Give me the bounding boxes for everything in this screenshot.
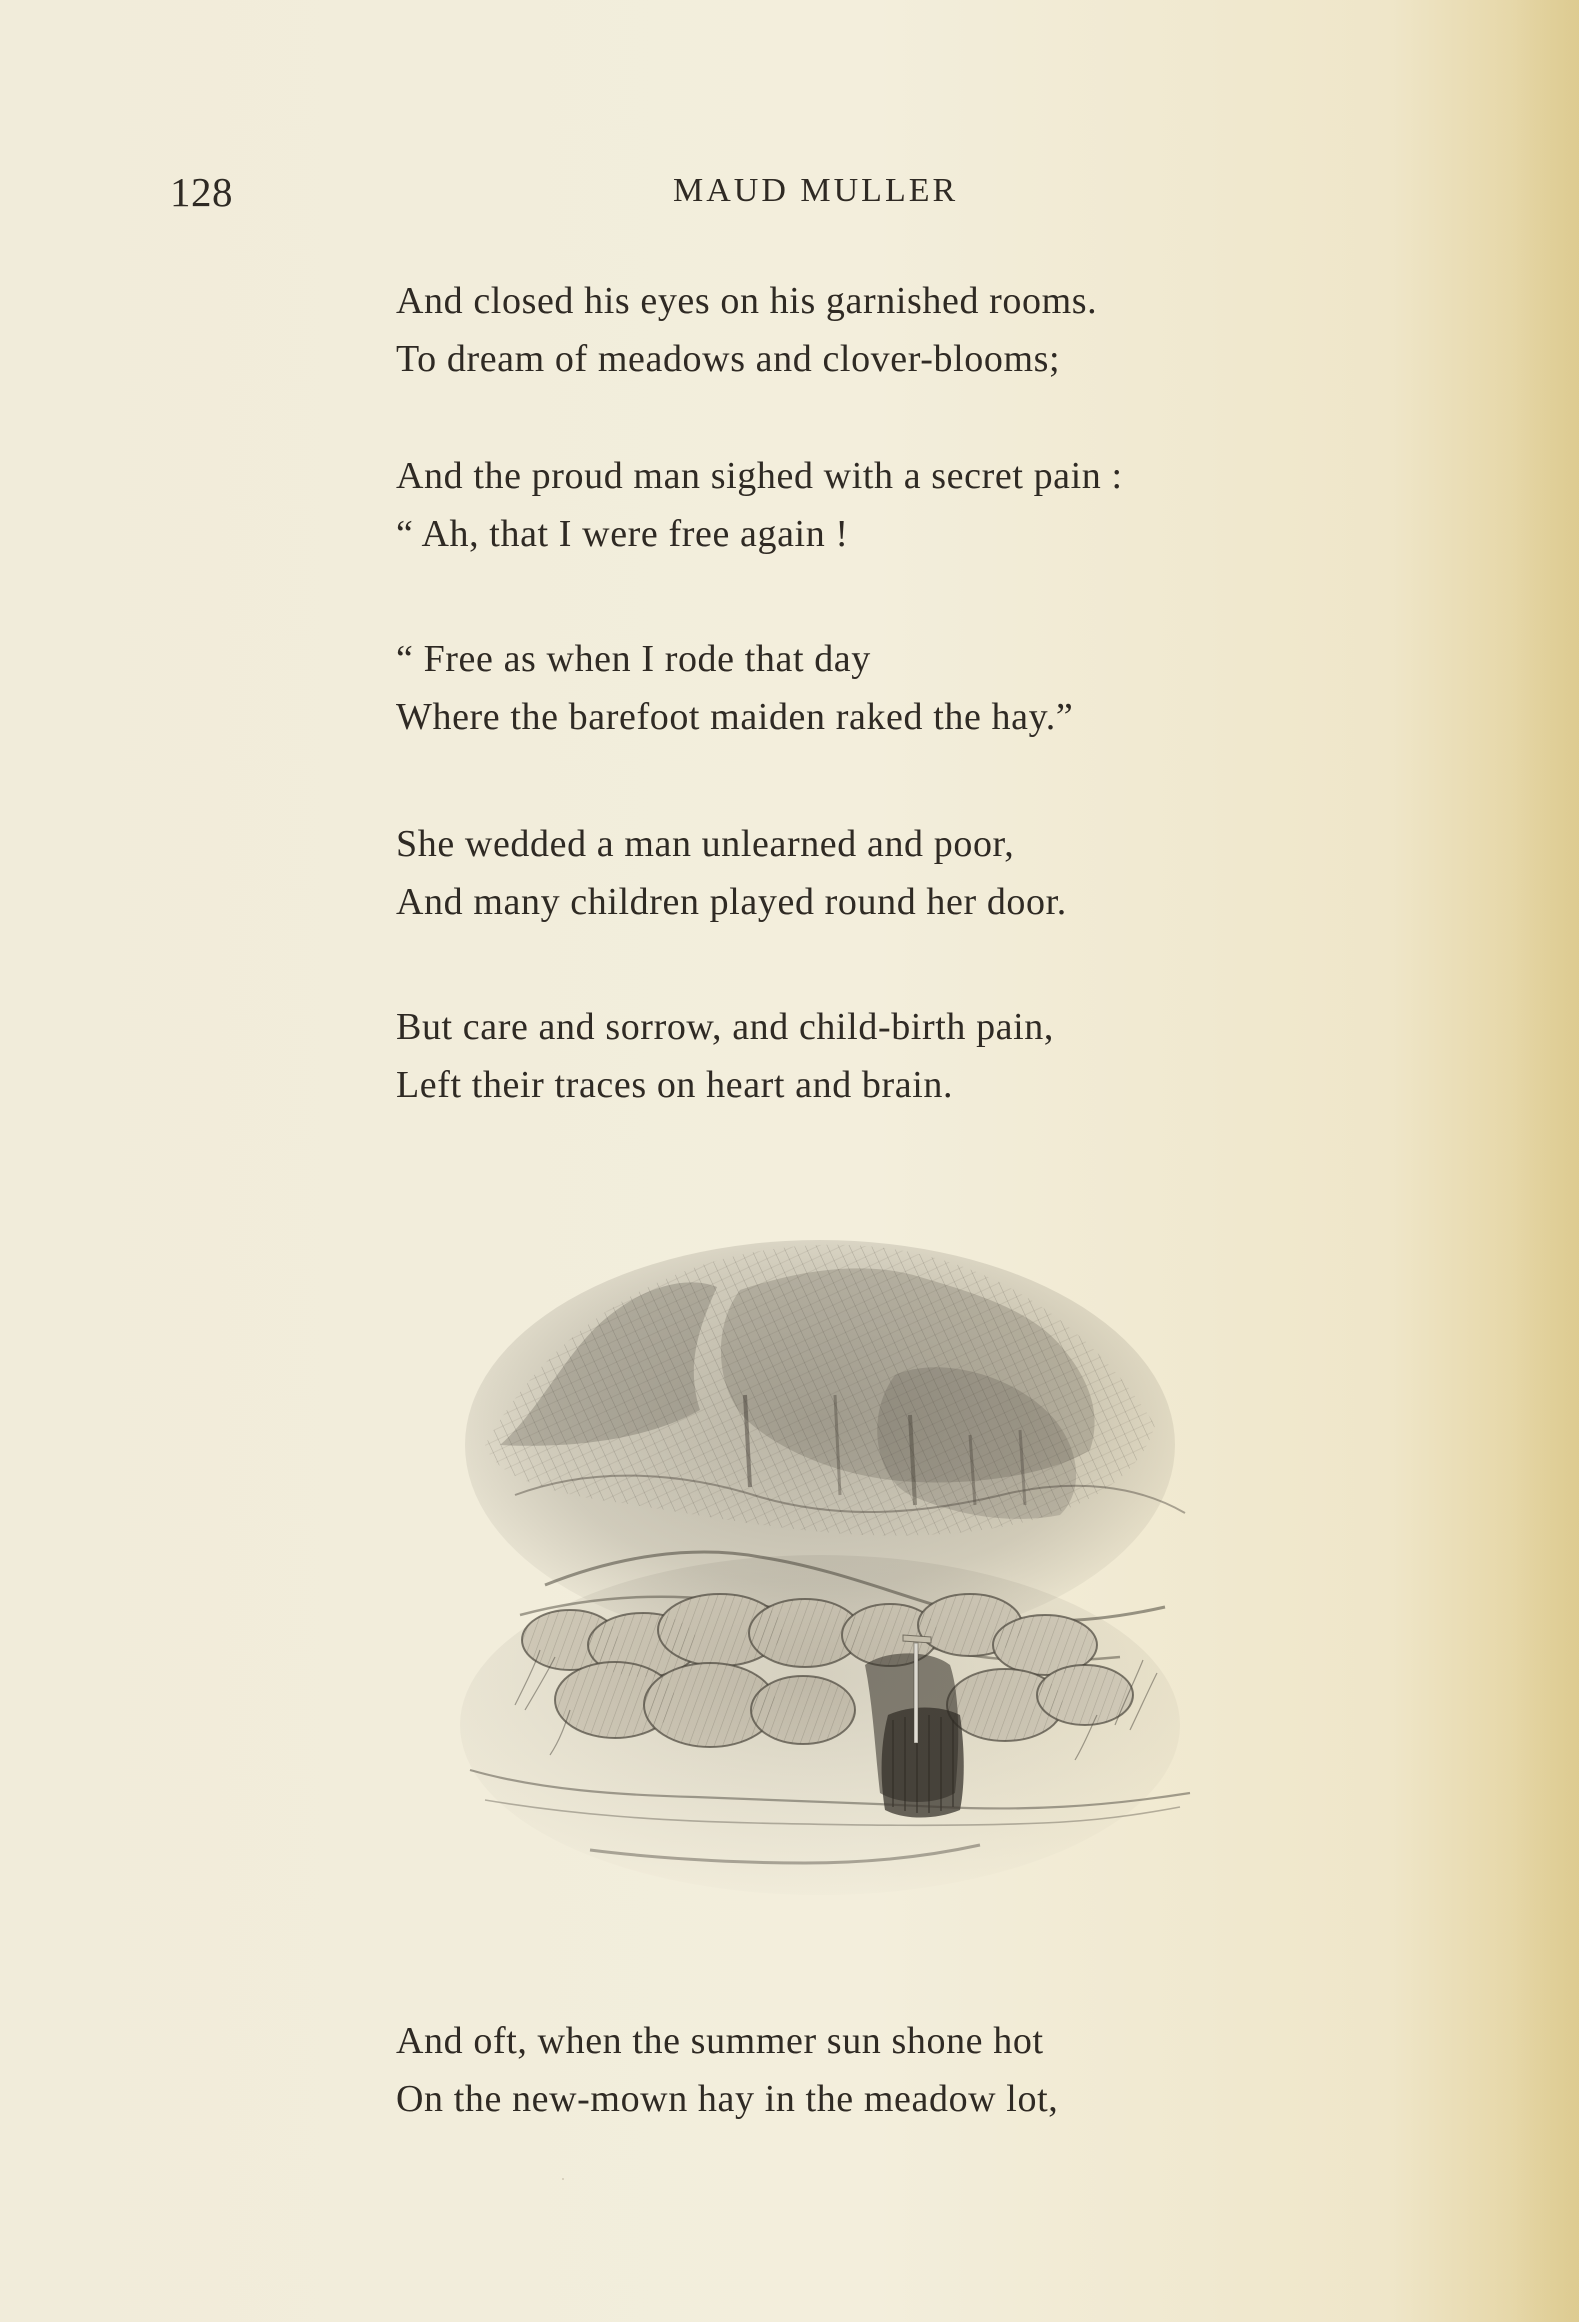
stanza-line: But care and sorrow, and child-birth pain, [396,1006,1054,1048]
stanza-2 [396,447,1123,563]
engraving-spring-scene-icon [395,1195,1245,1895]
stanza-line: She wedded a man unlearned and poor, [396,823,1015,865]
stanza-3 [396,630,1073,746]
stanza-line: And oft, when the summer sun shone hot [396,2020,1044,2062]
stanza-line: On the new-mown hay in the meadow lot, [396,2078,1059,2120]
stanza-line: And the proud man sighed with a secret pain : [396,455,1123,497]
page-number: 128 [170,169,233,215]
stanza-line: To dream of meadows and clover-blooms; [396,338,1061,380]
stanza-5 [396,998,1054,1114]
stanza-line: Left their traces on heart and brain. [396,1064,954,1106]
stanza-line: And many children played round her door. [396,881,1067,923]
stanza-line: Where the barefoot maiden raked the hay.” [396,696,1074,738]
stanza-6 [396,2012,1058,2128]
stanza-line: “ Ah, that I were free again ! [396,513,849,555]
running-title: MAUD MULLER [673,172,959,209]
stanza-1 [396,272,1097,388]
page-speck [562,2178,564,2180]
stanza-line: And closed his eyes on his garnished rooms. [396,280,1098,322]
stanza-line: “ Free as when I rode that day [396,638,871,680]
stanza-4 [396,815,1067,931]
page-edge-tint [1509,0,1579,2322]
